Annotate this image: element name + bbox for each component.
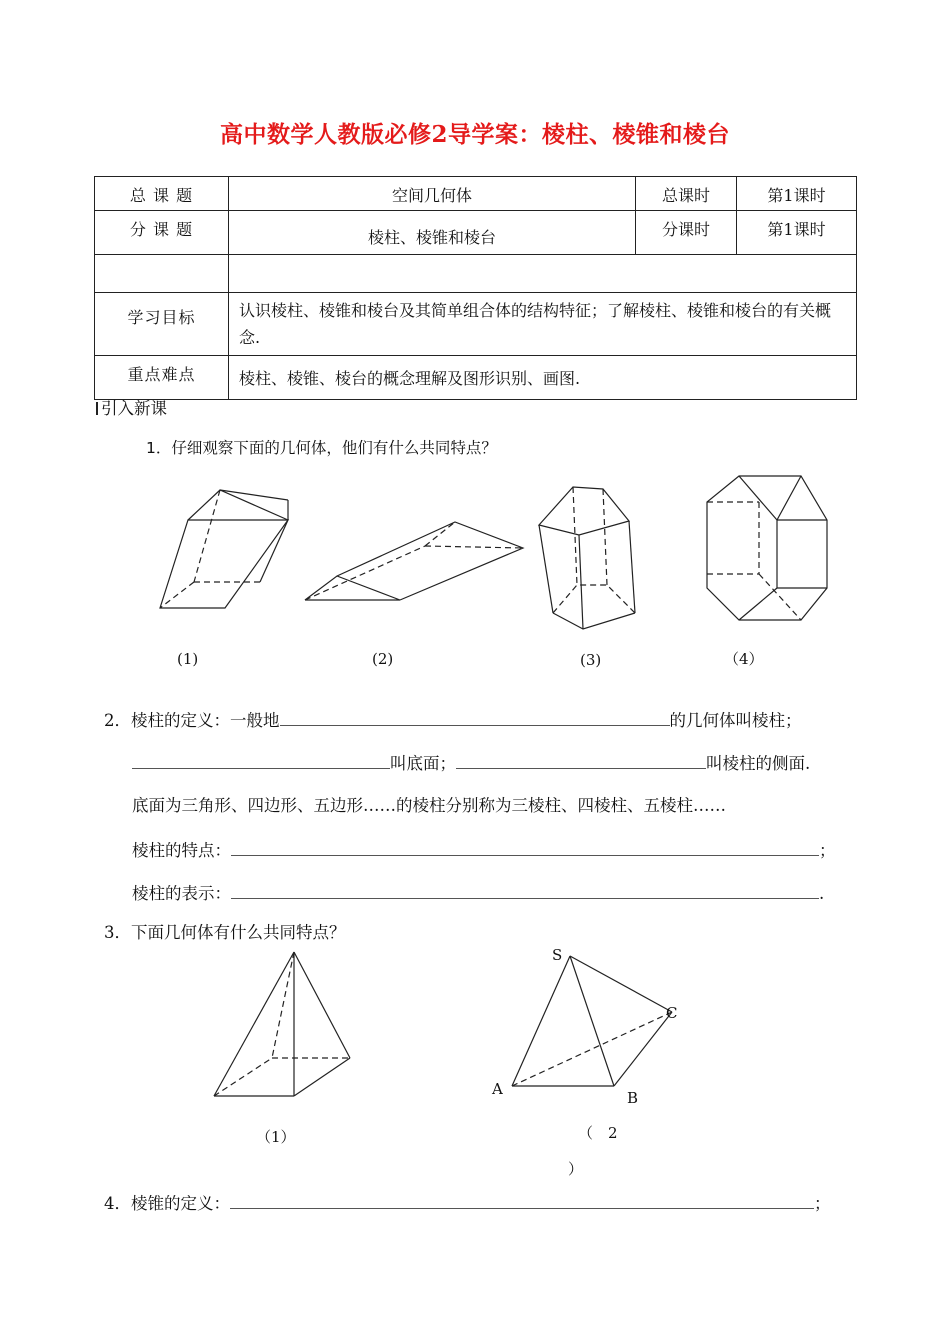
table-empty-cell	[229, 255, 857, 293]
table-label-sub-hours: 分课时	[636, 211, 737, 255]
table-row	[95, 255, 857, 293]
course-info-table	[94, 176, 857, 400]
fill-blank[interactable]	[456, 754, 706, 769]
table-row	[95, 356, 857, 400]
section-intro-text: 引入新课	[101, 399, 167, 418]
table-label-sub-topic: 分 课 题	[95, 211, 229, 255]
q2-line2-suffix: 叫棱柱的侧面.	[706, 754, 811, 773]
figure-square-pyramid	[212, 950, 354, 1098]
q2-notation-label: 棱柱的表示：	[132, 884, 231, 903]
table-label-total-hours: 总课时	[636, 177, 737, 211]
table-empty-cell	[95, 255, 229, 293]
vertex-a-label: A	[492, 1080, 503, 1098]
table-label-objectives: 学习目标	[95, 293, 229, 356]
section-intro	[96, 401, 167, 418]
table-row	[95, 177, 857, 211]
vertex-s-label: S	[552, 946, 563, 964]
q2-mid: 叫底面；	[390, 754, 456, 773]
vertex-b-label: B	[627, 1089, 639, 1107]
q2-notation-suffix: .	[819, 884, 825, 903]
fill-blank[interactable]	[132, 754, 390, 769]
table-value-total-hours: 第1课时	[737, 177, 857, 211]
fill-blank[interactable]	[230, 1194, 814, 1209]
pyramid-2-label-b: ）	[568, 1160, 584, 1178]
table-label-key-points: 重点难点	[95, 356, 229, 400]
table-value-total-topic: 空间几何体	[229, 177, 636, 211]
figure-4-label: （4）	[724, 650, 764, 668]
question-1: 1．仔细观察下面的几何体，他们有什么共同特点？	[146, 439, 497, 457]
table-label-total-topic: 总 课 题	[95, 177, 229, 211]
pyramid-2-label-a: （ 2	[578, 1124, 618, 1142]
question-2-line-4	[132, 841, 836, 860]
fill-blank[interactable]	[231, 841, 819, 856]
fill-blank[interactable]	[280, 711, 670, 726]
table-value-sub-hours: 第1课时	[737, 211, 857, 255]
figure-3-label: (3)	[580, 651, 602, 669]
figure-triangular-prism	[305, 518, 525, 608]
table-row	[95, 211, 857, 255]
q2-features-suffix: ；	[819, 841, 836, 860]
q4-suffix: ；	[814, 1194, 831, 1213]
question-2-line-1	[104, 711, 802, 730]
table-value-objectives: 认识棱柱、棱锥和棱台及其简单组合体的结构特征；了解棱柱、棱锥和棱台的有关概念.	[229, 293, 857, 356]
cursor-mark	[96, 402, 98, 415]
vertex-c-label: C	[666, 1004, 678, 1022]
table-value-key-points: 棱柱、棱锥、棱台的概念理解及图形识别、画图.	[229, 356, 857, 400]
q2-features-label: 棱柱的特点：	[132, 841, 231, 860]
q4-prefix: 4．棱锥的定义：	[104, 1194, 230, 1213]
question-4	[104, 1194, 831, 1213]
table-row	[95, 293, 857, 356]
question-3: 3．下面几何体有什么共同特点？	[104, 923, 346, 942]
figure-hexagonal-prism	[705, 470, 830, 620]
question-2-line-5	[132, 884, 824, 903]
q2-prefix: 2．棱柱的定义：一般地	[104, 711, 280, 730]
figure-pentagonal-prism	[535, 485, 645, 635]
figure-triangular-pyramid	[508, 950, 678, 1090]
figure-parallelepiped	[150, 490, 290, 620]
q2-suffix: 的几何体叫棱柱；	[669, 711, 802, 730]
figure-1-label: (1)	[177, 650, 199, 668]
pyramid-1-label: （1）	[256, 1128, 296, 1146]
page-title: 高中数学人教版必修2导学案：棱柱、棱锥和棱台	[219, 121, 730, 148]
question-2-line-2	[132, 754, 810, 773]
figure-2-label: (2)	[372, 650, 394, 668]
question-2-line-3: 底面为三角形、四边形、五边形……的棱柱分别称为三棱柱、四棱柱、五棱柱……	[132, 796, 726, 815]
table-value-sub-topic: 棱柱、棱锥和棱台	[229, 211, 636, 255]
fill-blank[interactable]	[231, 884, 819, 899]
